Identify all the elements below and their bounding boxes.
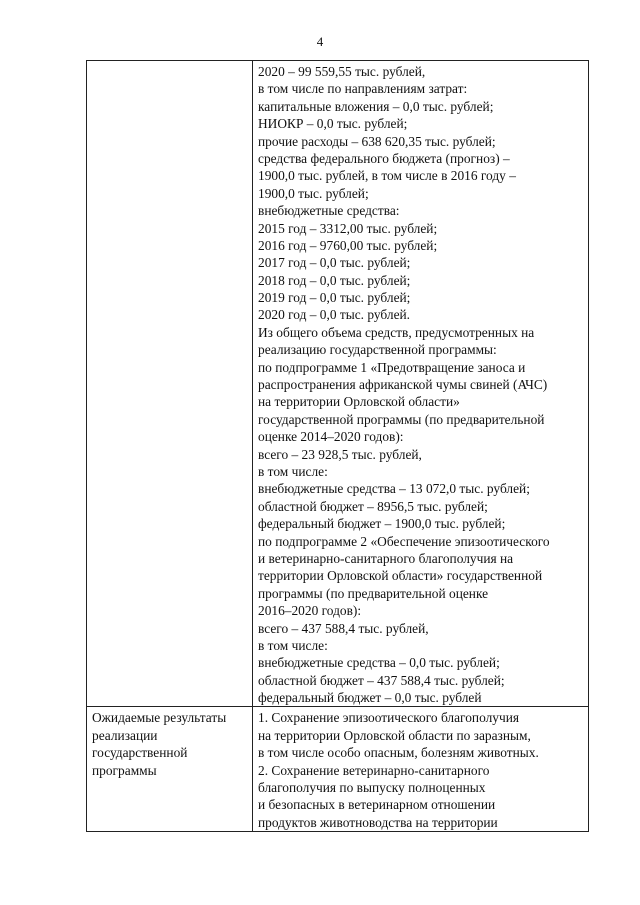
- text-line: и безопасных в ветеринарном отношении: [258, 797, 496, 813]
- text-line: территории Орловской области» государственной: [258, 568, 543, 584]
- text-line: федеральный бюджет – 1900,0 тыс. рублей;: [258, 516, 506, 532]
- text-line: 2015 год – 3312,00 тыс. рублей;: [258, 220, 438, 236]
- cell-text: [253, 707, 588, 831]
- cell-text: [87, 61, 252, 63]
- text-line: и ветеринарно-санитарного благополучия на: [258, 550, 514, 566]
- text-line: 2. Сохранение ветеринарно-санитарного: [258, 762, 490, 778]
- text-line: на территории Орловской области»: [258, 394, 460, 410]
- text-line: 1900,0 тыс. рублей, в том числе в 2016 году –: [258, 168, 516, 184]
- text-line: реализацию государственной программы:: [258, 342, 497, 358]
- text-line: всего – 23 928,5 тыс. рублей,: [258, 446, 422, 462]
- cell-text: [253, 61, 588, 706]
- text-line: 2019 год – 0,0 тыс. рублей;: [258, 290, 411, 306]
- text-line: внебюджетные средства – 0,0 тыс. рублей;: [258, 655, 500, 671]
- text-line: 2016–2020 годов):: [258, 603, 362, 619]
- text-line: программы (по предварительной оценке: [258, 585, 489, 601]
- page-number: 4: [316, 34, 324, 49]
- text-line: программы: [92, 762, 157, 778]
- text-line: средства федерального бюджета (прогноз) –: [258, 150, 510, 166]
- text-line: областной бюджет – 8956,5 тыс. рублей;: [258, 498, 488, 514]
- text-line: капитальные вложения – 0,0 тыс. рублей;: [258, 98, 494, 114]
- text-line: внебюджетные средства – 13 072,0 тыс. рублей;: [258, 481, 530, 497]
- text-line: 1900,0 тыс. рублей;: [258, 185, 369, 201]
- cell-text: [87, 707, 252, 779]
- text-line: 1. Сохранение эпизоотического благополучия: [258, 710, 520, 726]
- text-line: 2018 год – 0,0 тыс. рублей;: [258, 272, 411, 288]
- text-line: федеральный бюджет – 0,0 тыс. рублей: [258, 690, 482, 706]
- table-cell-financing-details: [253, 61, 589, 707]
- text-line: на территории Орловской области по заразным,: [258, 727, 531, 743]
- text-line: областной бюджет – 437 588,4 тыс. рублей;: [258, 672, 505, 688]
- text-line: 2020 год – 0,0 тыс. рублей.: [258, 307, 411, 323]
- text-line: 2016 год – 9760,00 тыс. рублей;: [258, 237, 438, 253]
- text-line: 2017 год – 0,0 тыс. рублей;: [258, 255, 411, 271]
- text-line: в том числе по направлениям затрат:: [258, 81, 468, 97]
- text-line: в том числе особо опасным, болезням животных.: [258, 745, 539, 761]
- text-line: Из общего объема средств, предусмотренных на: [258, 324, 535, 340]
- table-cell-label-expected-results: [87, 707, 253, 832]
- text-line: Ожидаемые результаты: [92, 710, 227, 726]
- text-line: в том числе:: [258, 637, 328, 653]
- text-line: по подпрограмме 2 «Обеспечение эпизоотического: [258, 533, 550, 549]
- program-passport-table: [86, 60, 589, 832]
- text-line: продуктов животноводства на территории: [258, 814, 498, 830]
- table-row-financing: [87, 61, 589, 707]
- text-line: оценке 2014–2020 годов):: [258, 429, 404, 445]
- table-cell-label-empty: [87, 61, 253, 707]
- text-line: прочие расходы – 638 620,35 тыс. рублей;: [258, 133, 496, 149]
- text-line: 2020 – 99 559,55 тыс. рублей,: [258, 64, 426, 79]
- text-line: распространения африканской чумы свиней (АЧС): [258, 377, 548, 393]
- text-line: реализации: [92, 727, 158, 743]
- table-cell-expected-results: [253, 707, 589, 832]
- text-line: государственной программы (по предварительной: [258, 411, 545, 427]
- text-line: государственной: [92, 745, 188, 761]
- table-row-expected-results: [87, 707, 589, 832]
- text-line: в том числе:: [258, 463, 328, 479]
- text-line: всего – 437 588,4 тыс. рублей,: [258, 620, 429, 636]
- text-line: благополучия по выпуску полноценных: [258, 780, 486, 796]
- text-line: НИОКР – 0,0 тыс. рублей;: [258, 116, 408, 132]
- text-line: по подпрограмме 1 «Предотвращение заноса и: [258, 359, 526, 375]
- text-line: внебюджетные средства:: [258, 203, 400, 219]
